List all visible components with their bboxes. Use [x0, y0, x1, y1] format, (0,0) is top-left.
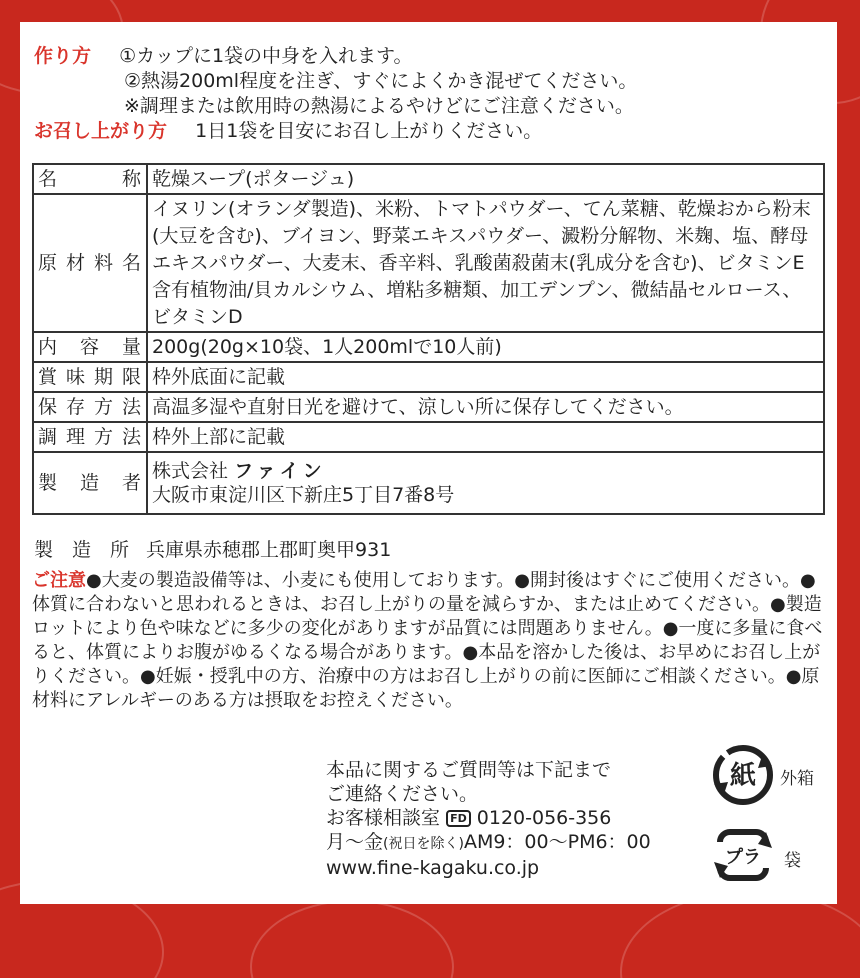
factory-line — [34, 538, 391, 562]
customer-desk: お客様相談室 — [326, 807, 441, 829]
paper-mark-label: 外箱 — [780, 769, 814, 789]
plastic-mark-label: 袋 — [784, 851, 801, 871]
directions-step-2: ②熱湯200ml程度を注ぎ、すぐによくかき混ぜてください。 — [124, 70, 638, 92]
contact-phone-line — [326, 806, 651, 830]
business-hours — [326, 830, 651, 856]
caution-block — [32, 569, 827, 713]
table-row — [33, 422, 824, 452]
phone-number: 0120-056-356 — [476, 807, 612, 829]
hours-time: AM9：00～PM6：00 — [463, 831, 651, 853]
table-row — [33, 392, 824, 422]
hours-days: 月～金 — [326, 831, 384, 853]
table-row — [33, 452, 824, 514]
directions-heading: 作り方 — [34, 45, 92, 67]
contact-block — [326, 758, 651, 880]
plastic-recycle-icon — [710, 822, 776, 888]
expiry-label: 賞味期限 — [33, 362, 147, 392]
serving-heading: お召し上がり方 — [34, 120, 168, 142]
plastic-mark-text: プラ — [725, 847, 761, 868]
paper-mark-text: 紙 — [729, 761, 757, 791]
ingredients-label: 原材料名 — [33, 194, 147, 332]
contact-line-2: ご連絡ください。 — [326, 783, 479, 805]
serving-text: 1日1袋を目安にお召し上がりください。 — [195, 120, 543, 142]
table-row — [33, 164, 824, 194]
cooking-value: 枠外上部に記載 — [147, 422, 824, 452]
paper-recycle-icon — [710, 742, 776, 808]
serving-line — [34, 119, 542, 143]
content-value: 200g(20g×10袋、1人200mlで10人前) — [147, 332, 824, 362]
contact-line-1: 本品に関するご質問等は下記まで — [326, 759, 612, 781]
ingredients-value: イヌリン(オランダ製造)、米粉、トマトパウダー、てん菜糖、乾燥おから粉末(大豆を含む)、ブイヨン、野菜エキスパウダー、澱粉分解物、米麹、塩、酵母エキスパウダー、大麦末、香辛料、乳酸菌殺菌末(乳成分を含む)、ビタミンE含有植物油/貝カルシウム、増粘多糖類、加工デンプン、微結晶セルロース、ビタミンD — [147, 194, 824, 332]
directions-note: ※調理または飲用時の熱湯によるやけどにご注意ください。 — [124, 95, 634, 117]
factory-label: 製 造 所 — [34, 539, 130, 561]
expiry-value: 枠外底面に記載 — [147, 362, 824, 392]
freedial-icon: FD — [446, 810, 471, 827]
product-spec-table — [32, 163, 825, 515]
maker-value — [147, 452, 824, 514]
directions-line-1 — [34, 44, 413, 68]
storage-value: 高温多湿や直射日光を避けて、涼しい所に保存してください。 — [147, 392, 824, 422]
maker-company-name: ファイン — [234, 460, 326, 482]
table-row — [33, 194, 824, 332]
directions-step-1: ①カップに1袋の中身を入れます。 — [119, 45, 413, 67]
name-label: 名 称 — [33, 164, 147, 194]
maker-label: 製 造 者 — [33, 452, 147, 514]
cooking-label: 調理方法 — [33, 422, 147, 452]
table-row — [33, 332, 824, 362]
label-panel — [20, 22, 837, 904]
table-row — [33, 362, 824, 392]
website-link[interactable]: www.fine-kagaku.co.jp — [326, 857, 540, 879]
maker-company-prefix: 株式会社 — [152, 460, 229, 482]
storage-label: 保存方法 — [33, 392, 147, 422]
name-value: 乾燥スープ(ポタージュ) — [147, 164, 824, 194]
content-label: 内 容 量 — [33, 332, 147, 362]
maker-address: 大阪市東淀川区下新庄5丁目7番8号 — [152, 484, 455, 506]
factory-value: 兵庫県赤穂郡上郡町奥甲931 — [146, 539, 392, 561]
hours-note: (祝日を除く) — [383, 836, 464, 852]
caution-text: ●大麦の製造設備等は、小麦にも使用しております。●開封後はすぐにご使用ください。●体質に合わないと思われるときは、お召し上がりの量を減らすか、または止めてください。●製造ロットにより色や味などに多少の変化がありますが品質には問題ありません。●一度に多量に食べると、体質によりお腹がゆるくなる場合があります。●本品を溶かした後は、お早めにお召し上がりください。●妊娠・授乳中の方、治療中の方はお召し上がりの前に医師にご相談ください。●原材料にアレルギーのある方は摂取をお控えください。 — [32, 570, 823, 711]
caution-heading: ご注意 — [32, 570, 86, 591]
